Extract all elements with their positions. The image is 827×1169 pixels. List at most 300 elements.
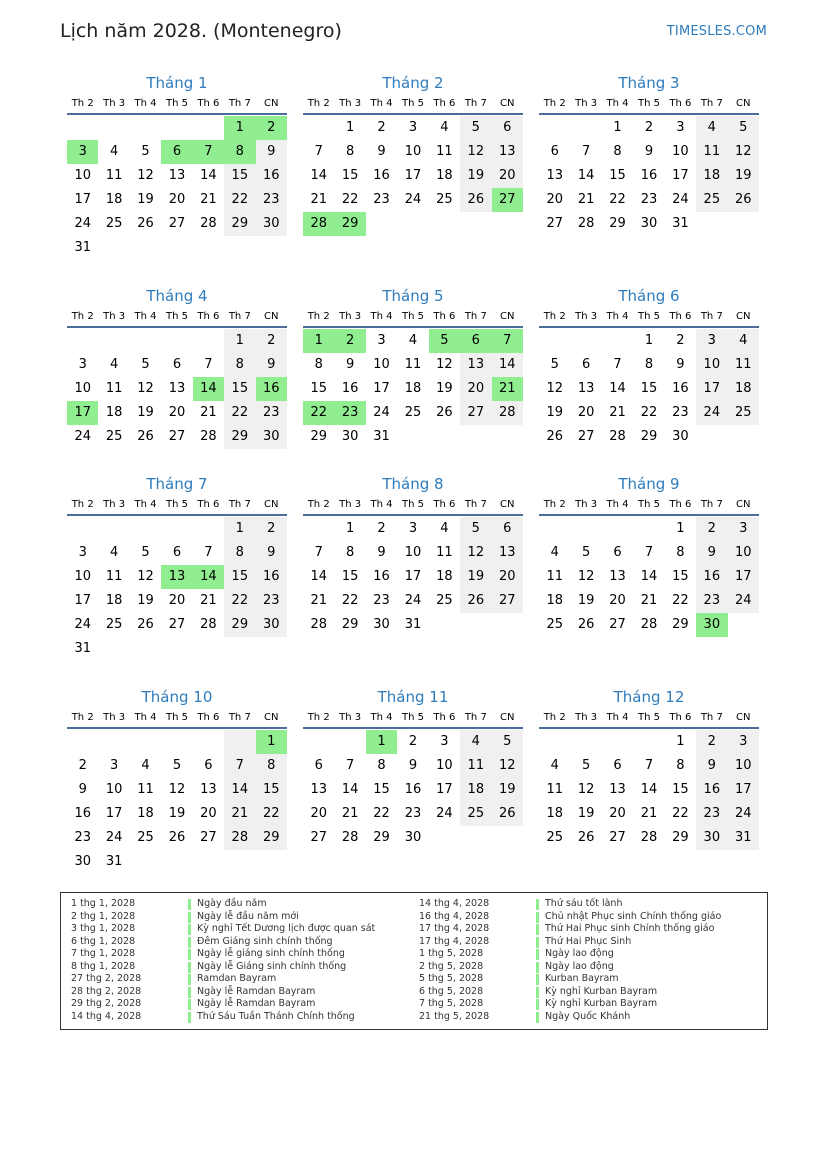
day-cell[interactable]: 27 — [168, 216, 186, 231]
day-cell[interactable]: 6 — [492, 517, 523, 541]
day-cell[interactable]: 27 — [168, 429, 186, 444]
day-cell[interactable]: 30 — [256, 212, 287, 236]
day-cell[interactable]: 13 — [168, 381, 186, 396]
day-cell[interactable]: 21 — [200, 593, 217, 608]
holiday-day-cell[interactable]: 1 — [256, 730, 287, 754]
day-cell[interactable]: 28 — [341, 830, 359, 845]
day-cell[interactable]: 10 — [696, 353, 727, 377]
day-cell[interactable]: 20 — [460, 377, 491, 401]
day-cell[interactable]: 16 — [696, 565, 727, 589]
day-cell[interactable]: 4 — [109, 144, 119, 159]
day-cell[interactable]: 12 — [137, 569, 154, 584]
day-cell[interactable]: 17 — [404, 168, 422, 183]
holiday-day-cell[interactable]: 16 — [256, 377, 287, 401]
day-cell[interactable]: 31 — [672, 216, 689, 231]
day-cell[interactable]: 14 — [492, 353, 523, 377]
day-cell[interactable]: 30 — [640, 216, 658, 231]
day-cell[interactable]: 15 — [341, 569, 359, 584]
day-cell[interactable]: 21 — [609, 405, 626, 420]
day-cell[interactable]: 28 — [310, 617, 327, 632]
day-cell[interactable]: 13 — [577, 381, 595, 396]
day-cell[interactable]: 20 — [492, 164, 523, 188]
day-cell[interactable]: 21 — [200, 405, 217, 420]
holiday-day-cell[interactable]: 14 — [193, 377, 224, 401]
day-cell[interactable]: 19 — [577, 593, 595, 608]
day-cell[interactable]: 31 — [105, 854, 123, 869]
day-cell[interactable]: 20 — [200, 806, 217, 821]
day-cell[interactable]: 2 — [256, 517, 287, 541]
site-link[interactable]: TIMESLES.COM — [666, 24, 767, 39]
day-cell[interactable]: 25 — [404, 405, 422, 420]
day-cell[interactable]: 10 — [74, 168, 91, 183]
day-cell[interactable]: 12 — [460, 541, 491, 565]
day-cell[interactable]: 23 — [373, 593, 390, 608]
day-cell[interactable]: 3 — [728, 517, 759, 541]
day-cell[interactable]: 26 — [492, 802, 523, 826]
day-cell[interactable]: 6 — [613, 545, 622, 560]
day-cell[interactable]: 11 — [436, 144, 453, 159]
day-cell[interactable]: 28 — [640, 617, 658, 632]
day-cell[interactable]: 1 — [676, 521, 685, 536]
day-cell[interactable]: 21 — [640, 806, 658, 821]
day-cell[interactable]: 23 — [256, 188, 287, 212]
day-cell[interactable]: 12 — [546, 381, 563, 396]
day-cell[interactable]: 7 — [224, 754, 255, 778]
holiday-day-cell[interactable]: 29 — [334, 212, 365, 236]
day-cell[interactable]: 2 — [377, 521, 386, 536]
day-cell[interactable]: 9 — [345, 357, 355, 372]
day-cell[interactable]: 4 — [109, 357, 119, 372]
day-cell[interactable]: 25 — [436, 192, 453, 207]
day-cell[interactable]: 16 — [373, 569, 390, 584]
day-cell[interactable]: 4 — [109, 545, 119, 560]
day-cell[interactable]: 23 — [74, 830, 91, 845]
day-cell[interactable]: 4 — [141, 758, 150, 773]
day-cell[interactable]: 17 — [728, 565, 759, 589]
day-cell[interactable]: 14 — [609, 381, 626, 396]
day-cell[interactable]: 27 — [310, 830, 327, 845]
day-cell[interactable]: 3 — [408, 120, 418, 135]
day-cell[interactable]: 15 — [640, 381, 658, 396]
holiday-day-cell[interactable]: 6 — [161, 140, 192, 164]
day-cell[interactable]: 31 — [404, 617, 422, 632]
day-cell[interactable]: 9 — [377, 144, 386, 159]
day-cell[interactable]: 22 — [341, 192, 359, 207]
day-cell[interactable]: 26 — [546, 429, 563, 444]
day-cell[interactable]: 30 — [256, 613, 287, 637]
day-cell[interactable]: 24 — [696, 401, 727, 425]
day-cell[interactable]: 28 — [200, 216, 217, 231]
holiday-day-cell[interactable]: 21 — [492, 377, 523, 401]
day-cell[interactable]: 7 — [204, 545, 213, 560]
day-cell[interactable]: 23 — [672, 405, 689, 420]
day-cell[interactable]: 17 — [404, 569, 422, 584]
holiday-day-cell[interactable]: 27 — [492, 188, 523, 212]
day-cell[interactable]: 15 — [224, 377, 255, 401]
day-cell[interactable]: 28 — [200, 617, 217, 632]
day-cell[interactable]: 24 — [404, 192, 422, 207]
day-cell[interactable]: 13 — [609, 782, 626, 797]
day-cell[interactable]: 18 — [105, 192, 123, 207]
day-cell[interactable]: 11 — [696, 140, 727, 164]
day-cell[interactable]: 22 — [224, 188, 255, 212]
day-cell[interactable]: 6 — [613, 758, 622, 773]
day-cell[interactable]: 19 — [577, 806, 595, 821]
day-cell[interactable]: 4 — [728, 329, 759, 353]
day-cell[interactable]: 5 — [728, 116, 759, 140]
day-cell[interactable]: 19 — [728, 164, 759, 188]
day-cell[interactable]: 22 — [224, 589, 255, 613]
day-cell[interactable]: 29 — [672, 617, 689, 632]
day-cell[interactable]: 12 — [577, 569, 595, 584]
day-cell[interactable]: 5 — [581, 758, 591, 773]
day-cell[interactable]: 3 — [408, 521, 418, 536]
day-cell[interactable]: 10 — [672, 144, 689, 159]
day-cell[interactable]: 25 — [728, 401, 759, 425]
day-cell[interactable]: 20 — [577, 405, 595, 420]
holiday-day-cell[interactable]: 1 — [224, 116, 255, 140]
day-cell[interactable]: 7 — [314, 144, 323, 159]
day-cell[interactable]: 12 — [577, 782, 595, 797]
day-cell[interactable]: 22 — [256, 802, 287, 826]
holiday-day-cell[interactable]: 5 — [429, 329, 460, 353]
day-cell[interactable]: 23 — [256, 401, 287, 425]
day-cell[interactable]: 2 — [408, 734, 418, 749]
day-cell[interactable]: 19 — [137, 593, 154, 608]
day-cell[interactable]: 12 — [168, 782, 186, 797]
day-cell[interactable]: 1 — [676, 734, 685, 749]
day-cell[interactable]: 12 — [492, 754, 523, 778]
holiday-day-cell[interactable]: 14 — [193, 565, 224, 589]
day-cell[interactable]: 26 — [137, 617, 154, 632]
day-cell[interactable]: 27 — [168, 617, 186, 632]
day-cell[interactable]: 30 — [404, 830, 422, 845]
day-cell[interactable]: 11 — [546, 782, 563, 797]
day-cell[interactable]: 12 — [137, 381, 154, 396]
day-cell[interactable]: 23 — [373, 192, 390, 207]
day-cell[interactable]: 25 — [460, 802, 491, 826]
day-cell[interactable]: 15 — [224, 565, 255, 589]
day-cell[interactable]: 10 — [74, 381, 91, 396]
day-cell[interactable]: 28 — [577, 216, 595, 231]
day-cell[interactable]: 5 — [492, 730, 523, 754]
day-cell[interactable]: 10 — [373, 357, 390, 372]
day-cell[interactable]: 4 — [550, 758, 559, 773]
day-cell[interactable]: 26 — [577, 617, 595, 632]
day-cell[interactable]: 27 — [492, 589, 523, 613]
day-cell[interactable]: 1 — [345, 521, 355, 536]
day-cell[interactable]: 2 — [256, 329, 287, 353]
day-cell[interactable]: 27 — [609, 617, 626, 632]
day-cell[interactable]: 7 — [644, 545, 654, 560]
day-cell[interactable]: 16 — [341, 381, 359, 396]
day-cell[interactable]: 27 — [609, 830, 626, 845]
day-cell[interactable]: 7 — [345, 758, 355, 773]
day-cell[interactable]: 14 — [310, 168, 327, 183]
holiday-day-cell[interactable]: 1 — [303, 329, 334, 353]
day-cell[interactable]: 9 — [256, 353, 287, 377]
day-cell[interactable]: 29 — [224, 613, 255, 637]
day-cell[interactable]: 5 — [141, 357, 150, 372]
day-cell[interactable]: 18 — [696, 164, 727, 188]
day-cell[interactable]: 17 — [672, 168, 689, 183]
holiday-day-cell[interactable]: 2 — [256, 116, 287, 140]
day-cell[interactable]: 5 — [460, 517, 491, 541]
day-cell[interactable]: 8 — [676, 758, 685, 773]
day-cell[interactable]: 15 — [256, 778, 287, 802]
day-cell[interactable]: 20 — [168, 192, 186, 207]
day-cell[interactable]: 15 — [609, 168, 626, 183]
day-cell[interactable]: 30 — [373, 617, 390, 632]
day-cell[interactable]: 16 — [74, 806, 91, 821]
day-cell[interactable]: 24 — [728, 802, 759, 826]
day-cell[interactable]: 24 — [105, 830, 123, 845]
day-cell[interactable]: 10 — [404, 545, 422, 560]
day-cell[interactable]: 2 — [78, 758, 87, 773]
day-cell[interactable]: 24 — [404, 593, 422, 608]
day-cell[interactable]: 3 — [109, 758, 119, 773]
day-cell[interactable]: 8 — [345, 144, 355, 159]
day-cell[interactable]: 28 — [492, 401, 523, 425]
day-cell[interactable]: 10 — [436, 758, 453, 773]
day-cell[interactable]: 10 — [728, 541, 759, 565]
day-cell[interactable]: 26 — [436, 405, 453, 420]
holiday-day-cell[interactable]: 8 — [224, 140, 255, 164]
day-cell[interactable]: 19 — [492, 778, 523, 802]
day-cell[interactable]: 30 — [341, 429, 359, 444]
day-cell[interactable]: 24 — [74, 216, 91, 231]
day-cell[interactable]: 2 — [644, 120, 654, 135]
day-cell[interactable]: 16 — [404, 782, 422, 797]
day-cell[interactable]: 19 — [168, 806, 186, 821]
day-cell[interactable]: 29 — [341, 617, 359, 632]
day-cell[interactable]: 8 — [676, 545, 685, 560]
day-cell[interactable]: 21 — [310, 192, 327, 207]
holiday-day-cell[interactable]: 2 — [334, 329, 365, 353]
holiday-day-cell[interactable]: 1 — [366, 730, 397, 754]
day-cell[interactable]: 16 — [256, 164, 287, 188]
day-cell[interactable]: 1 — [644, 333, 654, 348]
day-cell[interactable]: 10 — [404, 144, 422, 159]
day-cell[interactable]: 11 — [105, 168, 123, 183]
day-cell[interactable]: 19 — [436, 381, 453, 396]
day-cell[interactable]: 3 — [440, 734, 449, 749]
day-cell[interactable]: 17 — [74, 192, 91, 207]
day-cell[interactable]: 9 — [377, 545, 386, 560]
day-cell[interactable]: 23 — [256, 589, 287, 613]
day-cell[interactable]: 16 — [256, 565, 287, 589]
day-cell[interactable]: 31 — [74, 240, 91, 255]
day-cell[interactable]: 18 — [137, 806, 154, 821]
day-cell[interactable]: 8 — [345, 545, 355, 560]
day-cell[interactable]: 23 — [696, 589, 727, 613]
day-cell[interactable]: 4 — [408, 333, 418, 348]
day-cell[interactable]: 6 — [314, 758, 323, 773]
day-cell[interactable]: 15 — [672, 782, 689, 797]
day-cell[interactable]: 22 — [224, 401, 255, 425]
holiday-day-cell[interactable]: 13 — [161, 565, 192, 589]
day-cell[interactable]: 27 — [546, 216, 563, 231]
day-cell[interactable]: 16 — [672, 381, 689, 396]
day-cell[interactable]: 23 — [404, 806, 422, 821]
day-cell[interactable]: 21 — [200, 192, 217, 207]
day-cell[interactable]: 18 — [404, 381, 422, 396]
day-cell[interactable]: 3 — [676, 120, 685, 135]
day-cell[interactable]: 19 — [546, 405, 563, 420]
day-cell[interactable]: 3 — [78, 545, 87, 560]
day-cell[interactable]: 21 — [577, 192, 595, 207]
day-cell[interactable]: 1 — [613, 120, 622, 135]
day-cell[interactable]: 17 — [74, 593, 91, 608]
day-cell[interactable]: 14 — [310, 569, 327, 584]
day-cell[interactable]: 29 — [609, 216, 626, 231]
holiday-day-cell[interactable]: 23 — [334, 401, 365, 425]
day-cell[interactable]: 4 — [696, 116, 727, 140]
day-cell[interactable]: 20 — [609, 806, 626, 821]
day-cell[interactable]: 22 — [609, 192, 626, 207]
day-cell[interactable]: 4 — [440, 521, 449, 536]
day-cell[interactable]: 12 — [436, 357, 453, 372]
day-cell[interactable]: 5 — [581, 545, 591, 560]
day-cell[interactable]: 4 — [440, 120, 449, 135]
day-cell[interactable]: 27 — [577, 429, 595, 444]
day-cell[interactable]: 14 — [341, 782, 359, 797]
day-cell[interactable]: 11 — [137, 782, 154, 797]
day-cell[interactable]: 25 — [105, 429, 123, 444]
day-cell[interactable]: 20 — [546, 192, 563, 207]
day-cell[interactable]: 11 — [460, 754, 491, 778]
day-cell[interactable]: 13 — [492, 541, 523, 565]
holiday-day-cell[interactable]: 6 — [460, 329, 491, 353]
day-cell[interactable]: 7 — [581, 144, 591, 159]
day-cell[interactable]: 12 — [137, 168, 154, 183]
day-cell[interactable]: 19 — [137, 192, 154, 207]
day-cell[interactable]: 24 — [373, 405, 390, 420]
day-cell[interactable]: 25 — [105, 617, 123, 632]
day-cell[interactable]: 18 — [546, 593, 563, 608]
holiday-day-cell[interactable]: 7 — [492, 329, 523, 353]
day-cell[interactable]: 11 — [546, 569, 563, 584]
day-cell[interactable]: 25 — [137, 830, 154, 845]
day-cell[interactable]: 25 — [546, 617, 563, 632]
day-cell[interactable]: 1 — [224, 517, 255, 541]
day-cell[interactable]: 27 — [460, 401, 491, 425]
day-cell[interactable]: 10 — [105, 782, 123, 797]
holiday-day-cell[interactable]: 7 — [193, 140, 224, 164]
day-cell[interactable]: 23 — [640, 192, 658, 207]
day-cell[interactable]: 6 — [550, 144, 559, 159]
holiday-day-cell[interactable]: 28 — [303, 212, 334, 236]
day-cell[interactable]: 6 — [581, 357, 591, 372]
day-cell[interactable]: 31 — [74, 641, 91, 656]
day-cell[interactable]: 1 — [224, 329, 255, 353]
day-cell[interactable]: 10 — [74, 569, 91, 584]
day-cell[interactable]: 8 — [314, 357, 323, 372]
day-cell[interactable]: 11 — [728, 353, 759, 377]
day-cell[interactable]: 22 — [672, 806, 689, 821]
day-cell[interactable]: 15 — [373, 782, 390, 797]
day-cell[interactable]: 11 — [105, 381, 123, 396]
day-cell[interactable]: 22 — [341, 593, 359, 608]
day-cell[interactable]: 10 — [728, 754, 759, 778]
day-cell[interactable]: 1 — [345, 120, 355, 135]
day-cell[interactable]: 21 — [224, 802, 255, 826]
day-cell[interactable]: 28 — [200, 429, 217, 444]
day-cell[interactable]: 23 — [696, 802, 727, 826]
day-cell[interactable]: 26 — [577, 830, 595, 845]
day-cell[interactable]: 12 — [460, 140, 491, 164]
day-cell[interactable]: 30 — [74, 854, 91, 869]
day-cell[interactable]: 22 — [373, 806, 390, 821]
day-cell[interactable]: 31 — [373, 429, 390, 444]
day-cell[interactable]: 6 — [492, 116, 523, 140]
day-cell[interactable]: 9 — [408, 758, 418, 773]
day-cell[interactable]: 8 — [224, 353, 255, 377]
day-cell[interactable]: 17 — [105, 806, 123, 821]
day-cell[interactable]: 29 — [224, 425, 255, 449]
day-cell[interactable]: 13 — [200, 782, 217, 797]
day-cell[interactable]: 20 — [492, 565, 523, 589]
day-cell[interactable]: 8 — [224, 541, 255, 565]
day-cell[interactable]: 29 — [256, 826, 287, 850]
day-cell[interactable]: 18 — [436, 569, 453, 584]
day-cell[interactable]: 5 — [141, 545, 150, 560]
day-cell[interactable]: 2 — [676, 333, 685, 348]
day-cell[interactable]: 9 — [696, 754, 727, 778]
day-cell[interactable]: 18 — [546, 806, 563, 821]
day-cell[interactable]: 11 — [436, 545, 453, 560]
day-cell[interactable]: 18 — [105, 593, 123, 608]
day-cell[interactable]: 14 — [640, 569, 658, 584]
day-cell[interactable]: 24 — [672, 192, 689, 207]
day-cell[interactable]: 2 — [696, 730, 727, 754]
day-cell[interactable]: 6 — [172, 545, 182, 560]
day-cell[interactable]: 25 — [436, 593, 453, 608]
day-cell[interactable]: 8 — [377, 758, 386, 773]
day-cell[interactable]: 22 — [640, 405, 658, 420]
day-cell[interactable]: 26 — [460, 188, 491, 212]
day-cell[interactable]: 29 — [373, 830, 390, 845]
day-cell[interactable]: 11 — [105, 569, 123, 584]
day-cell[interactable]: 13 — [546, 168, 563, 183]
day-cell[interactable]: 25 — [546, 830, 563, 845]
day-cell[interactable]: 13 — [460, 353, 491, 377]
day-cell[interactable]: 9 — [256, 140, 287, 164]
day-cell[interactable]: 29 — [672, 830, 689, 845]
day-cell[interactable]: 19 — [460, 565, 491, 589]
day-cell[interactable]: 21 — [310, 593, 327, 608]
holiday-day-cell[interactable]: 30 — [696, 613, 727, 637]
day-cell[interactable]: 5 — [550, 357, 559, 372]
day-cell[interactable]: 27 — [200, 830, 217, 845]
day-cell[interactable]: 14 — [577, 168, 595, 183]
day-cell[interactable]: 18 — [436, 168, 453, 183]
day-cell[interactable]: 17 — [696, 377, 727, 401]
day-cell[interactable]: 2 — [696, 517, 727, 541]
day-cell[interactable]: 28 — [224, 826, 255, 850]
day-cell[interactable]: 15 — [310, 381, 327, 396]
day-cell[interactable]: 30 — [672, 429, 689, 444]
day-cell[interactable]: 14 — [640, 782, 658, 797]
day-cell[interactable]: 15 — [341, 168, 359, 183]
day-cell[interactable]: 4 — [460, 730, 491, 754]
day-cell[interactable]: 12 — [728, 140, 759, 164]
day-cell[interactable]: 11 — [404, 357, 422, 372]
day-cell[interactable]: 3 — [728, 730, 759, 754]
day-cell[interactable]: 14 — [200, 168, 217, 183]
day-cell[interactable]: 20 — [609, 593, 626, 608]
day-cell[interactable]: 8 — [613, 144, 622, 159]
